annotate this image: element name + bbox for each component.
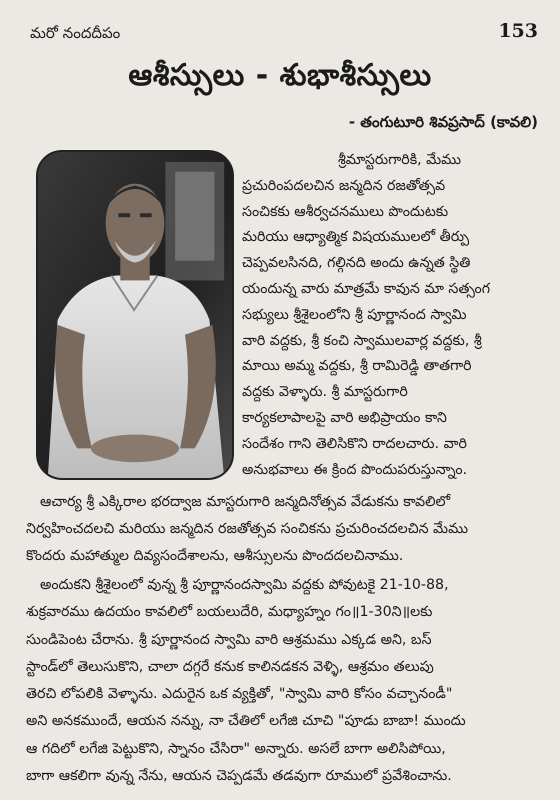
portrait-photo-image [38, 152, 232, 478]
text-line: సందేశం గాని తెలిసికొని రాదలచారు. వారి [242, 435, 467, 452]
text-line: నిర్వహించదలచి మరియు జన్మదిన రజతోత్సవ సంచికను ప్రచురించదలచిన మేము [26, 521, 468, 537]
page-number: 153 [498, 20, 538, 42]
text-line: శుక్రవారము ఉదయం కావలిలో బయలుదేరి, మధ్యాహ్నం గం॥1-30ని॥లకు [26, 604, 433, 621]
text-line: మరియు ఆధ్యాత్మిక విషయములలో తీర్పు [242, 229, 470, 246]
running-head: మరో నందదీపం [30, 24, 121, 42]
text-line: వారి వద్దకు, శ్రీ కంచి స్వాములవార్ల వద్దకు, శ్రీ [242, 332, 482, 349]
text-line: యందున్న వారు మాత్రమే కావున మా సత్సంగ [242, 280, 491, 297]
text-line: ఆచార్య శ్రీ ఎక్కిరాల భరద్వాజ మాస్టరుగారి జన్మదినోత్సవ వేడుకను కావలిలో [40, 494, 451, 510]
text-line: శ్రీమాస్టరుగారికి, మేము [338, 152, 462, 168]
text-line: తెరచి లోపలికి వెళ్ళాను. ఎదురైన ఒక వ్యక్తితో, "స్వామి వారి కోసం వచ్చానండీ" [26, 686, 453, 703]
text-line: సుండిపెంట చేరాను. శ్రీ పూర్ణానంద స్వామి వారి ఆశ్రమము ఎక్కడ అని, బస్ [26, 631, 432, 648]
paragraph-celebration [26, 489, 538, 570]
text-line: ప్రచురింపదలచిన జన్మదిన రజతోత్సవ [242, 177, 446, 194]
text-line: ఆ గదిలో లగేజి పెట్టుకొని, స్నానం చేసిరా" అన్నారు. అసలే బాగా అలిసిపోయి, [26, 740, 446, 757]
portrait-photo [36, 150, 234, 480]
text-line: మాయి అమ్మ వద్దకు, శ్రీ రామిరెడ్డి తాతగారి [242, 358, 472, 375]
text-line: కార్యకలాపాలపై వారి అభిప్రాయం కాని [242, 409, 447, 426]
text-line: స్టాండ్‌లో తెలుసుకొని, చాలా దగ్గరే కనుక కాలినడకన వెళ్ళి, ఆశ్రమం తలుపు [26, 658, 434, 675]
text-line: కొందరు మహాత్ముల దివ్యసందేశాలను, ఆశీస్సులను పొందదలచినాము. [26, 548, 404, 564]
article-title: ఆశీస్సులు - శుభాశీస్సులు [128, 58, 432, 93]
text-line: అనుభవాలు ఈ క్రింద పొందుపరుస్తున్నాం. [242, 461, 468, 478]
text-line: సంచికకు ఆశీర్వచనములు పొందుటకు [242, 203, 449, 220]
text-line: వద్దకు వెళ్ళారు. శ్రీ మాస్టరుగారి [242, 384, 408, 401]
paragraph-journey [26, 572, 538, 790]
text-line: చెప్పవలసినది, గల్గినది అందు ఉన్నత స్థితి [242, 255, 471, 272]
text-line: సభ్యులు శ్రీశైలంలోని శ్రీ పూర్ణానంద స్వామి [242, 306, 467, 323]
text-line: అని అనకముందే, ఆయన నన్ను, నా చేతిలో లగేజి చూచి "పూడు బాబా! ముందు [26, 713, 466, 730]
article-byline: - తంగుటూరి శివప్రసాద్ (కావలి) [348, 113, 538, 131]
text-line: అందుకని శ్రీశైలంలో వున్న శ్రీ పూర్ణానందస్వామి వద్దకు పోవుటకై 21-10-88, [40, 577, 449, 593]
text-line: బాగా ఆకలిగా వున్న నేను, ఆయన చెప్పడమే తడవుగా రూములో ప్రవేశించాను. [26, 768, 452, 785]
paragraph-intro [242, 148, 538, 483]
